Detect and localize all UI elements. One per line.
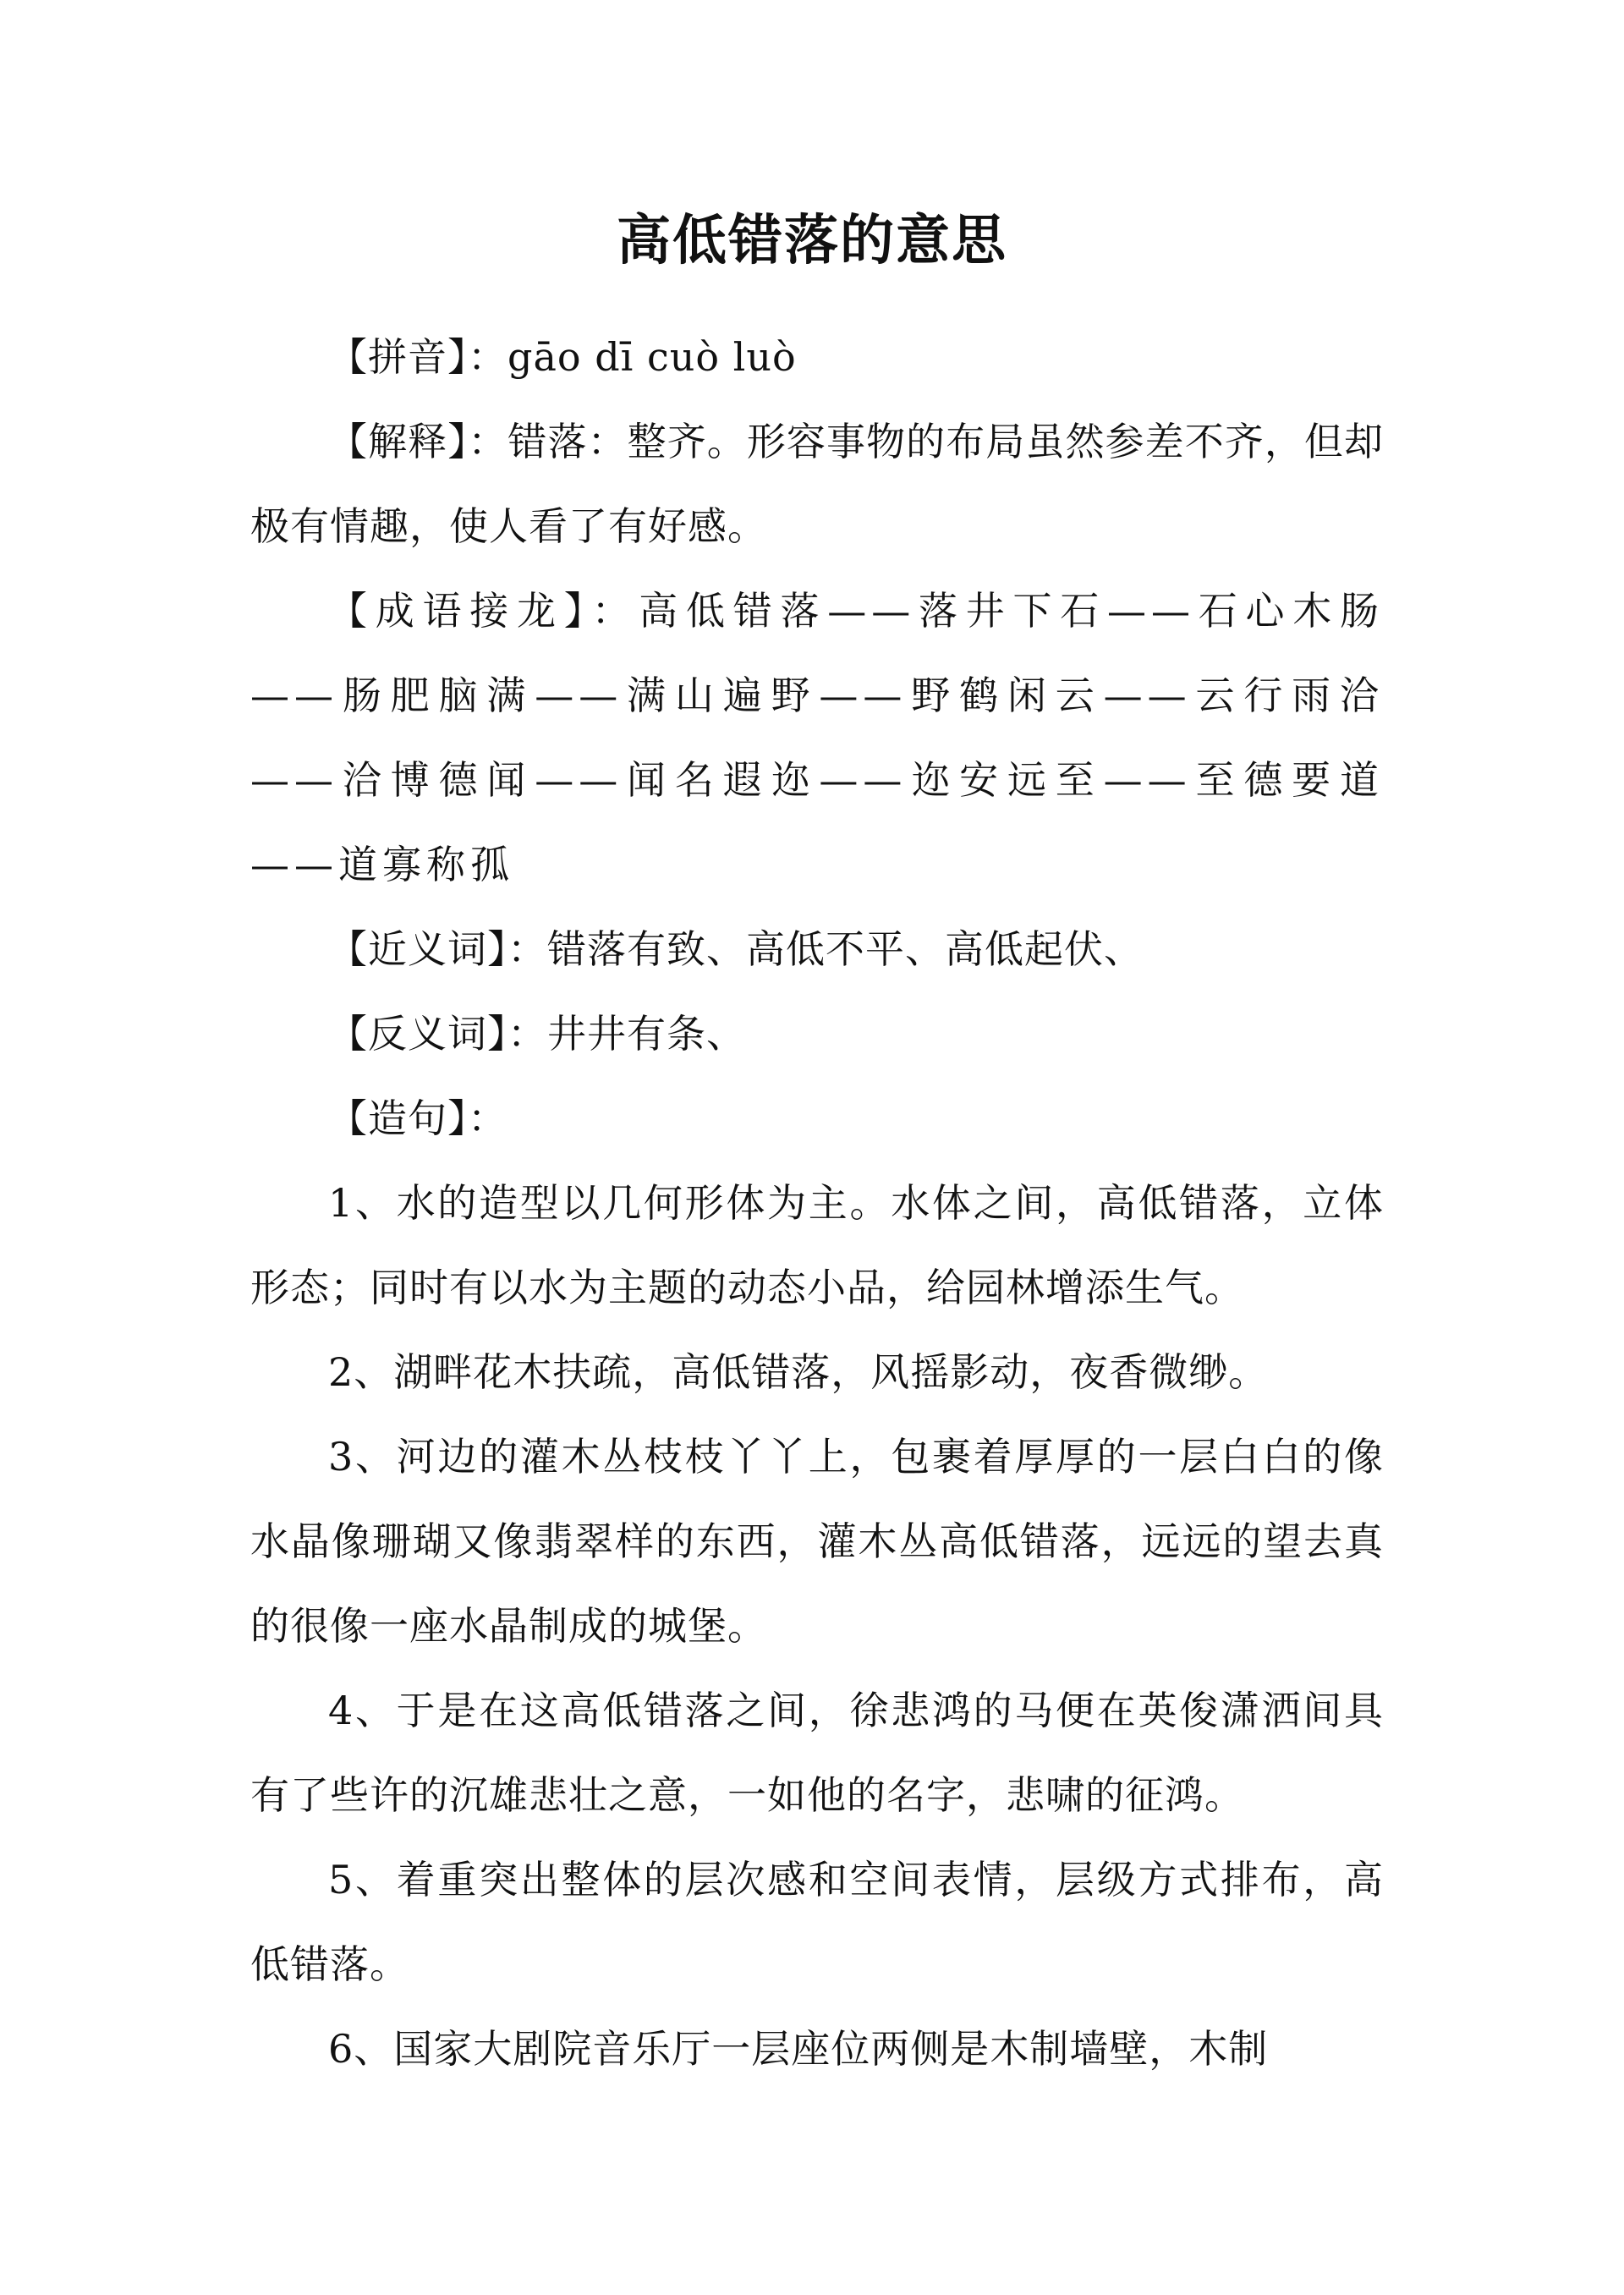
explanation-paragraph: 【解释】：错落：整齐。形容事物的布局虽然参差不齐，但却极有情趣，使人看了有好感。 [250,419,1384,549]
example-sentence-1: 1、水的造型以几何形体为主。水体之间，高低错落，立体形态；同时有以水为主题的动态小品，给园林增添生气。 [250,1180,1384,1310]
idiom-chain-paragraph: 【成语接龙】：高低错落——落井下石——石心木肠——肠肥脑满——满山遍野——野鹤闲云——云行雨洽——洽博德闻——闻名遐迩——迩安远至——至德要道——道寡称孤 [250,588,1384,887]
example-sentence-3: 3、河边的灌木丛枝枝丫丫上，包裹着厚厚的一层白白的像水晶像珊瑚又像翡翠样的东西，灌木丛高低错落，远远的望去真的很像一座水晶制成的城堡。 [250,1434,1384,1649]
example-sentence-5: 5、着重突出整体的层次感和空间表情，层级方式排布，高低错落。 [250,1857,1384,1987]
example-sentence-4: 4、于是在这高低错落之间，徐悲鸿的马便在英俊潇洒间具有了些许的沉雄悲壮之意，一如他的名字，悲啸的征鸿。 [250,1688,1384,1818]
document-body [250,315,1384,2091]
synonyms-paragraph: 【近义词】：错落有致、高低不平、高低起伏、 [328,926,1144,972]
example-heading: 【造句】： [328,1095,508,1141]
example-sentence-2: 2、湖畔花木扶疏，高低错落，风摇影动，夜香微缈。 [328,1349,1269,1395]
pinyin-paragraph: 【拼音】：gāo dī cuò luò [328,334,797,380]
example-sentence-6: 6、国家大剧院音乐厅一层座位两侧是木制墙壁，木制 [328,2026,1269,2072]
page-title: 高低错落的意思 [617,210,1007,272]
antonyms-paragraph: 【反义词】：井井有条、 [328,1011,746,1057]
